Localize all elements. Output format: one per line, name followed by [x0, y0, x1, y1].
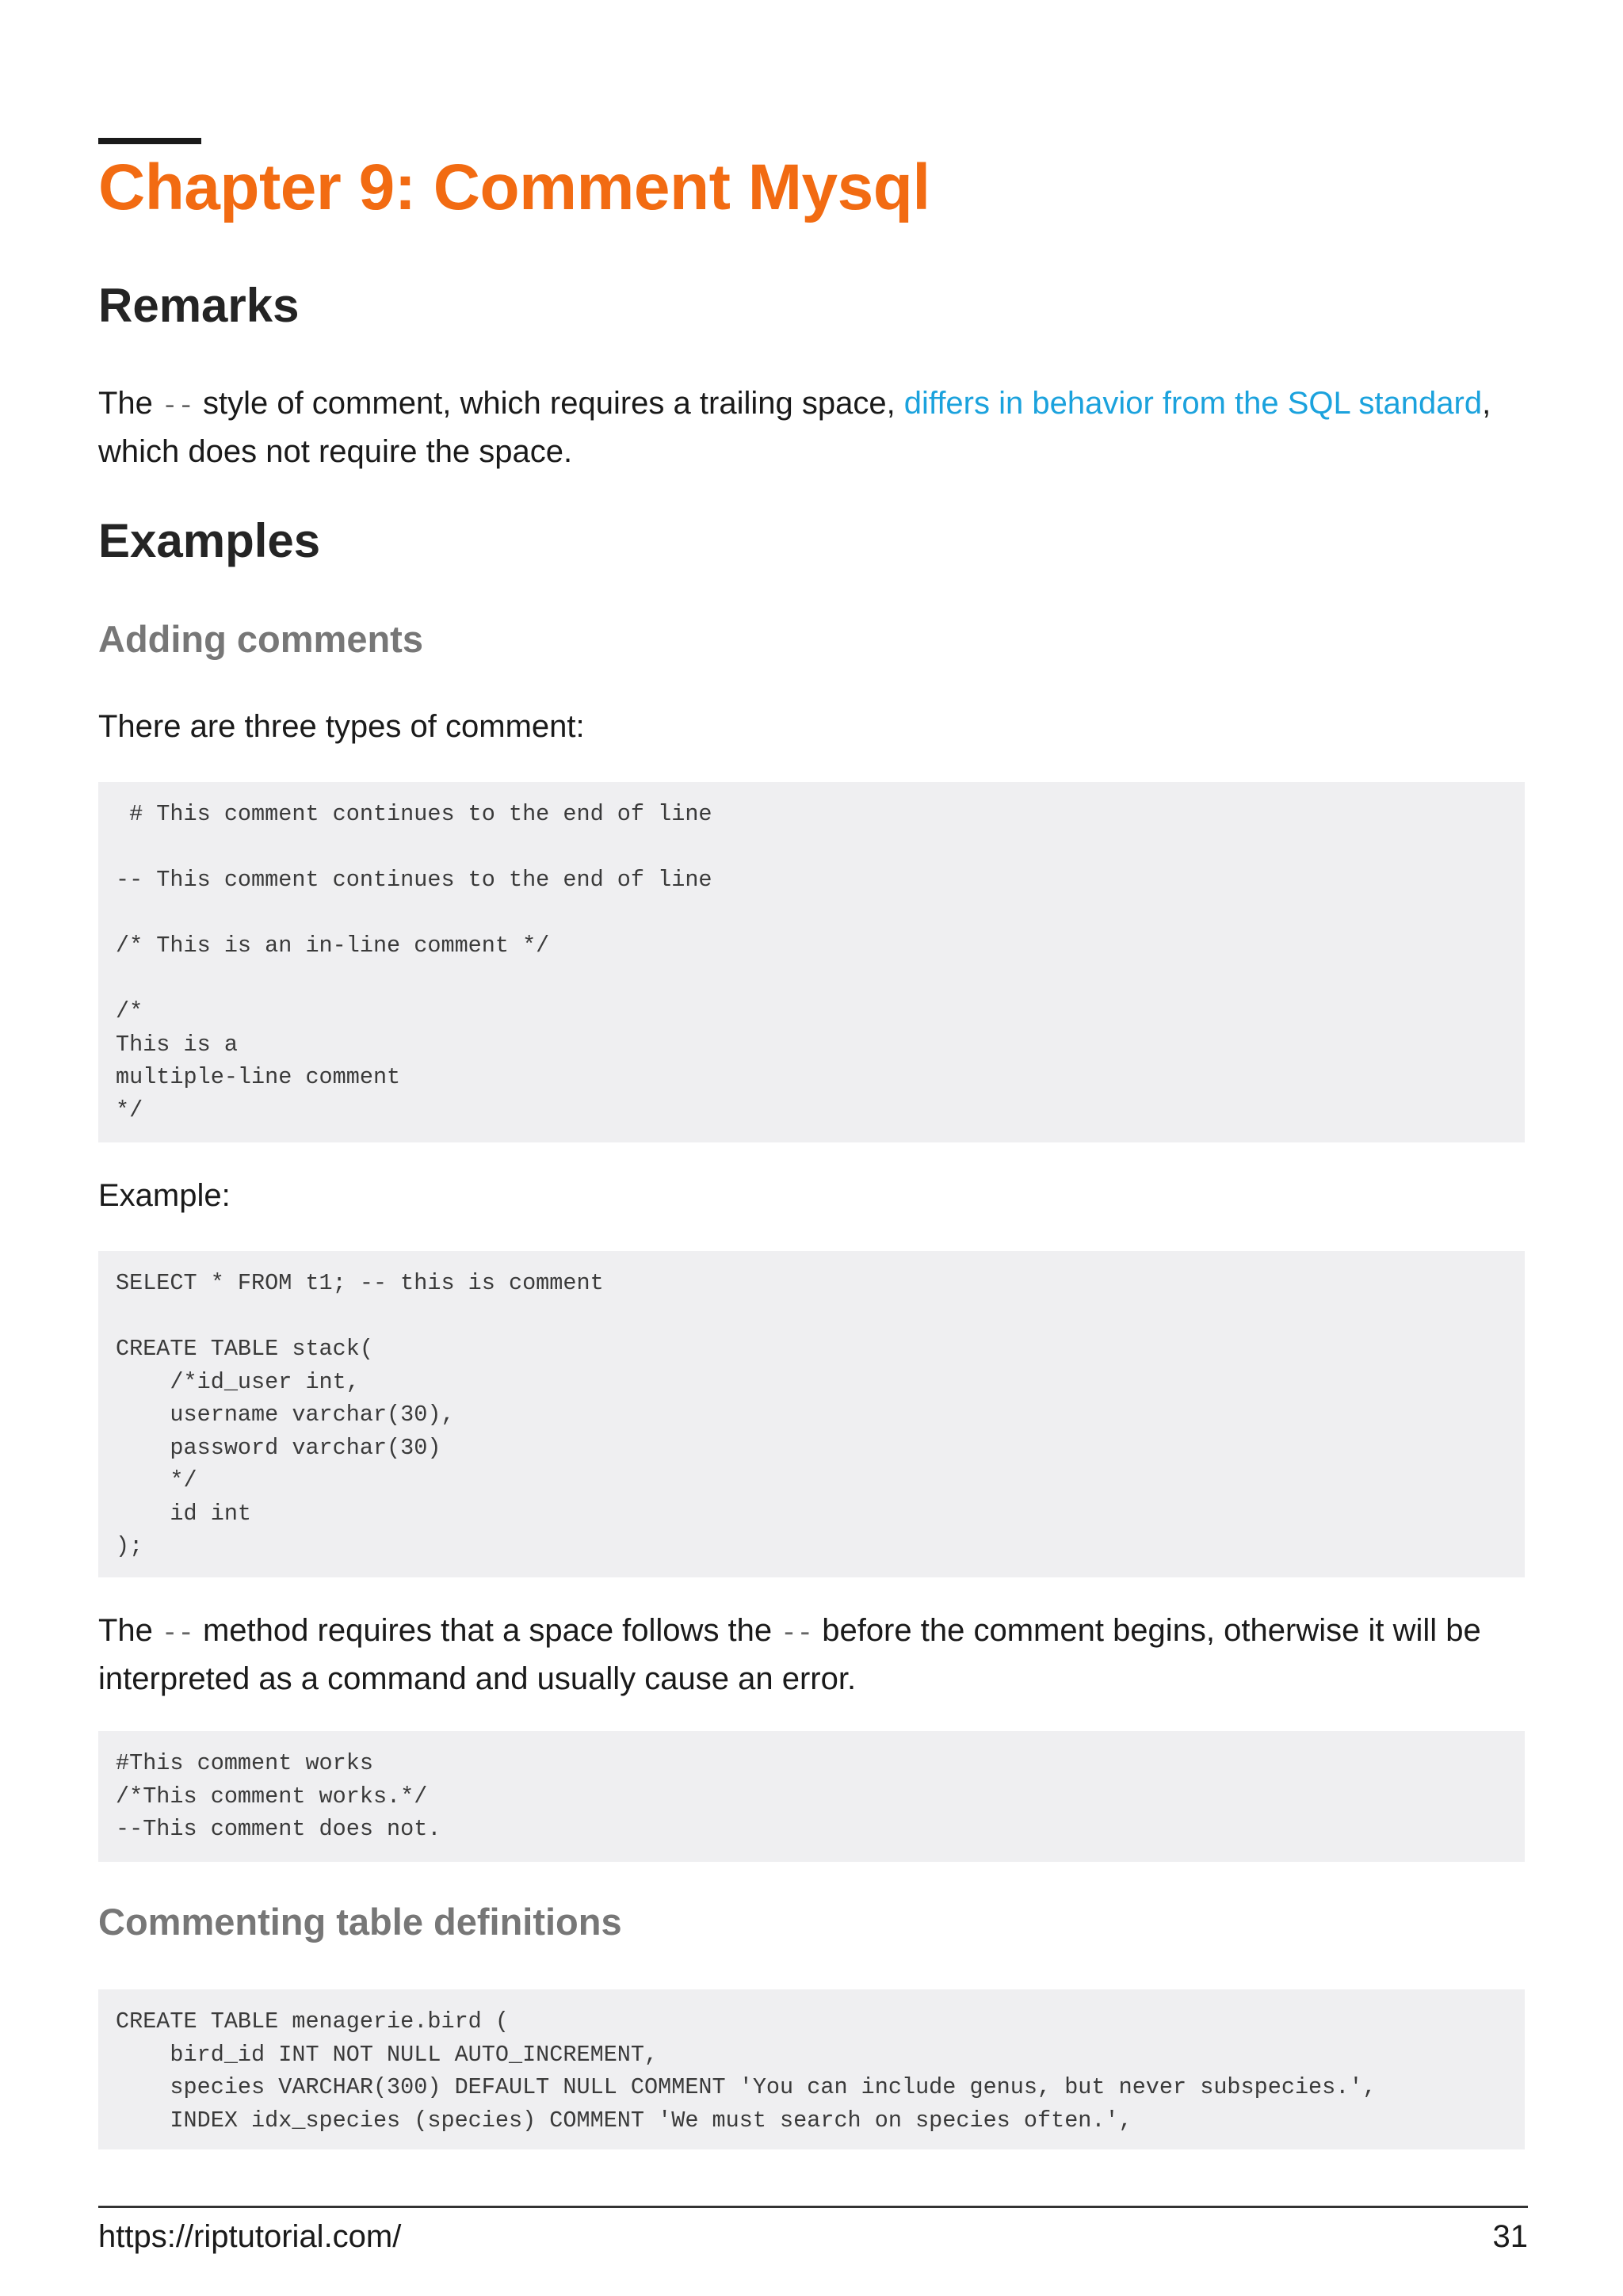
remarks-text-mid: style of comment, which requires a trailing space, [193, 386, 904, 421]
example-label: Example: [98, 1178, 231, 1213]
chapter-rule [98, 138, 201, 144]
dash-method-note [98, 1608, 1525, 1701]
code-block-example: SELECT * FROM t1; -- this is comment CREATE TABLE stack( /*id_user int, username varchar(30), password varchar(30) */ id int ); [98, 1251, 1525, 1577]
remarks-heading: Remarks [98, 279, 300, 332]
adding-comments-intro: There are three types of comment: [98, 709, 585, 744]
inline-code-dashes: -- [162, 392, 194, 422]
code-block-works: #This comment works /*This comment works.*/ --This comment does not. [98, 1731, 1525, 1862]
note-text-after: before the comment begins, otherwise it will be interpreted as a command and usually cause an error. [98, 1613, 1481, 1696]
remarks-text-after: , which does not require the space. [98, 386, 1491, 469]
footer-url[interactable]: https://riptutorial.com/ [98, 2219, 402, 2254]
note-text-mid: method requires that a space follows the [193, 1613, 781, 1648]
inline-code-dashes: -- [781, 1619, 814, 1650]
commenting-table-definitions-heading: Commenting table definitions [98, 1901, 622, 1943]
remarks-paragraph [98, 381, 1525, 474]
adding-comments-heading: Adding comments [98, 618, 423, 660]
examples-heading: Examples [98, 514, 321, 567]
code-block-table-definition: CREATE TABLE menagerie.bird ( bird_id INT NOT NULL AUTO_INCREMENT, species VARCHAR(300) DEFAULT NULL COMMENT 'You can include genus, but never subspecies.', INDEX idx_species (species) COMMENT 'We must search on species often.', [98, 1989, 1525, 2149]
note-text-before: The [98, 1613, 162, 1648]
footer-rule [98, 2206, 1528, 2208]
code-block-comment-types: # This comment continues to the end of line -- This comment continues to the end of line /* This is an in-line comment */ /* This is a multiple-line comment */ [98, 782, 1525, 1142]
page-number: 31 [1492, 2219, 1528, 2254]
inline-code-dashes: -- [162, 1619, 194, 1650]
chapter-title: Chapter 9: Comment Mysql [98, 151, 930, 223]
remarks-text-before: The [98, 386, 162, 421]
sql-standard-link[interactable]: differs in behavior from the SQL standard [903, 386, 1483, 421]
